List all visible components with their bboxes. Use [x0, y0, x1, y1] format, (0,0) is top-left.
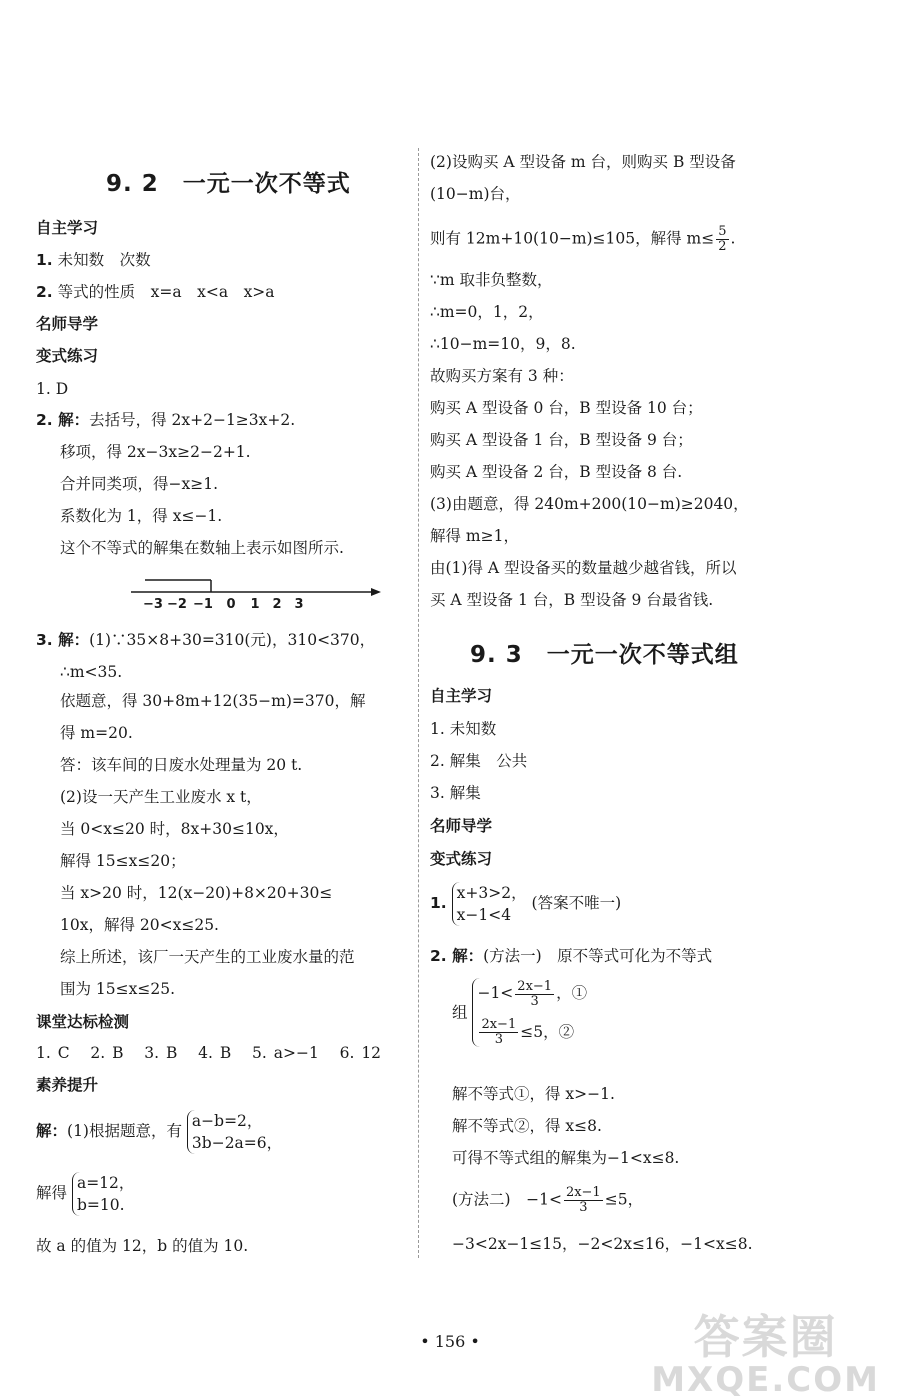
heading-ketang-dabiao: 课堂达标检测 — [36, 1013, 130, 1031]
denominator: 2 — [718, 239, 727, 254]
fraction — [515, 980, 554, 1009]
item-number: 3. 解： — [36, 631, 90, 649]
denominator: 3 — [494, 1032, 503, 1047]
solution-line: −3<2x−1≤15，−2<2x≤16，−1<x≤8. — [452, 1235, 753, 1253]
solution-line: 购买 A 型设备 2 台，B 型设备 8 台. — [430, 463, 683, 481]
item-number: 1. — [36, 251, 53, 269]
zu-label: 组 — [452, 1003, 468, 1022]
tick-label: 0 — [226, 597, 236, 612]
heading-mingshi-daoxue: 名师导学 — [36, 315, 99, 333]
solution-line: ∴m=0，1，2， — [430, 303, 544, 321]
solution-line: 买 A 型设备 1 台，B 型设备 9 台最省钱. — [430, 591, 714, 609]
ketang-answer: 4. B — [198, 1044, 232, 1062]
watermark-text: 答案圈 — [693, 1310, 838, 1364]
text: (方法二) −1< — [452, 1190, 562, 1209]
section-title-9-2: 9. 2 一元一次不等式 — [106, 171, 351, 197]
numerator: 2x−1 — [481, 1017, 517, 1032]
solution-line: 解得 m≥1， — [430, 527, 519, 545]
solution-line: 可得不等式组的解集为−1<x≤8. — [452, 1149, 680, 1167]
heading-zizhu-xuexi: 自主学习 — [36, 219, 99, 237]
ketang-answer: 3. B — [144, 1044, 178, 1062]
solution-label: 解： — [36, 1122, 68, 1140]
inequality-system — [452, 882, 527, 926]
page-number: • 156 • — [420, 1332, 480, 1351]
heading-mingshi-daoxue: 名师导学 — [430, 817, 493, 835]
exercise-1-answer: 1. D — [36, 380, 69, 398]
solution-line: ∵m 取非负整数， — [430, 271, 553, 289]
inequality: x+3>2， — [456, 884, 527, 902]
section-title-9-3: 9. 3 一元一次不等式组 — [470, 642, 739, 668]
ketang-answer: 2. B — [90, 1044, 124, 1062]
exercise-2-step: 这个不等式的解集在数轴上表示如图所示. — [60, 539, 344, 557]
numerator: 5 — [718, 224, 727, 239]
answer-text: (1)根据题意，有 — [67, 1122, 182, 1140]
fraction — [716, 225, 728, 254]
fraction — [564, 1186, 603, 1215]
ketang-answers — [36, 1043, 381, 1063]
exercise-3-step: 解得 15≤x≤20； — [60, 852, 186, 870]
denominator: 3 — [530, 993, 539, 1009]
exercise-3-step: 当 x>20 时，12(x−20)+8×20+30≤ — [60, 884, 333, 902]
equation: a−b=2， — [191, 1112, 263, 1130]
ketang-answer: 5. a>−1 — [252, 1044, 319, 1062]
ketang-answer: 1. C — [36, 1044, 70, 1062]
exercise-2-line — [430, 946, 712, 966]
tick-label: −2 — [167, 597, 187, 612]
heading-bianshi-lianxi: 变式练习 — [430, 850, 493, 868]
tick-label: 1 — [250, 597, 260, 612]
fraction — [479, 1018, 518, 1047]
heading-bianshi-lianxi: 变式练习 — [36, 347, 99, 365]
exercise-3-step: 围为 15≤x≤25. — [60, 980, 176, 998]
solution-line: 由(1)得 A 型设备买的数量越少越省钱，所以 — [430, 559, 737, 577]
answer-item-1 — [36, 250, 151, 270]
tick-label: 3 — [294, 597, 304, 612]
item-number: 2. 解： — [430, 947, 484, 965]
exercise-3-step: 综上所述，该厂一天产生的工业废水量的范 — [60, 948, 355, 966]
item-number: 2. 解： — [36, 411, 90, 429]
inequality-2 — [477, 1017, 587, 1048]
exercise-2-step: 合并同类项，得−x≥1. — [60, 475, 219, 493]
solution-line: 故购买方案有 3 种： — [430, 367, 574, 385]
equation: a=12， — [76, 1174, 135, 1192]
solution-line: (10−m)台， — [430, 185, 521, 203]
tick-label: 2 — [272, 597, 282, 612]
exercise-3-step: 得 m=20. — [60, 724, 133, 742]
exercise-2-step: 系数化为 1，得 x≤−1. — [60, 507, 223, 525]
equation: 3b−2a=6， — [191, 1134, 283, 1152]
text: ≤5， — [604, 1190, 644, 1209]
answer-text: 未知数 次数 — [57, 251, 151, 269]
solution-line: 购买 A 型设备 0 台，B 型设备 10 台； — [430, 399, 703, 417]
inequality: x−1<4 — [456, 906, 512, 924]
answer-item: 3. 解集 — [430, 784, 481, 802]
answer-text: 解得 — [36, 1184, 68, 1202]
number-line-diagram — [131, 574, 381, 614]
inequality-system — [472, 978, 587, 1047]
answer-item-2 — [36, 282, 275, 302]
numerator: 2x−1 — [517, 978, 553, 994]
note: (答案不唯一) — [531, 894, 622, 912]
exercise-3-step: 当 0<x≤20 时，8x+30≤10x， — [60, 820, 289, 838]
answer-text: 则有 12m+10(10−m)≤105，解得 m≤ — [430, 229, 715, 248]
column-divider — [418, 148, 419, 1258]
exercise-3-step: ∴m<35. — [60, 663, 123, 681]
solution-line: (2)设购买 A 型设备 m 台，则购买 B 型设备 — [430, 153, 736, 171]
solution-line: 购买 A 型设备 1 台，B 型设备 9 台； — [430, 431, 693, 449]
answer-item: 1. 未知数 — [430, 720, 497, 738]
suyang-conclusion: 故 a 的值为 12，b 的值为 10. — [36, 1237, 249, 1255]
text: −1< — [477, 984, 514, 1002]
solution-line: 解不等式①，得 x>−1. — [452, 1085, 615, 1103]
item-number: 2. — [36, 283, 53, 301]
ketang-answer: 6. 12 — [339, 1044, 382, 1062]
suyang-part-1 — [36, 1110, 282, 1154]
text: ≤5，② — [520, 1022, 575, 1041]
exercise-3-line — [36, 630, 375, 650]
exercise-2-step: 移项，得 2x−3x≥2−2+1. — [60, 443, 251, 461]
answer-text: 去括号，得 2x+2−1≥3x+2. — [89, 411, 296, 429]
denominator: 3 — [579, 1200, 588, 1215]
solution-line: 解不等式②，得 x≤8. — [452, 1117, 602, 1135]
item-number: 1. — [430, 894, 447, 912]
heading-zizhu-xuexi: 自主学习 — [430, 687, 493, 705]
tick-label: −3 — [143, 597, 163, 612]
solution-line: ∴10−m=10，9，8. — [430, 335, 576, 353]
text: ，① — [556, 984, 588, 1002]
answer-text: (方法一) 原不等式可化为不等式 — [483, 947, 713, 965]
method-two-line — [452, 1186, 643, 1215]
solution-line-with-fraction: 则有 12m+10(10−m)≤105，解得 m≤ $\frac{5}{2}$ . — [430, 224, 736, 254]
exercise-3-step: 10x，解得 20<x≤25. — [60, 916, 219, 934]
answer-item: 2. 解集 公共 — [430, 752, 528, 770]
equation-system — [72, 1172, 134, 1216]
inequality-system-block — [452, 978, 587, 1047]
exercise-3-step: (2)设一天产生工业废水 x t， — [60, 788, 262, 806]
answer-text: (1)∵35×8+30=310(元)，310<370， — [89, 631, 376, 649]
number-line-arrow — [371, 588, 381, 596]
answer-text: 等式的性质 x=a x<a x>a — [57, 283, 275, 301]
exercise-3-step: 依题意，得 30+8m+12(35−m)=370，解 — [60, 692, 366, 710]
equation: b=10. — [76, 1196, 125, 1214]
equation-system — [187, 1110, 282, 1154]
numerator: 2x−1 — [565, 1185, 601, 1200]
watermark-url: MXQE.COM — [651, 1360, 880, 1400]
solution-line: (3)由题意，得 240m+200(10−m)≥2040， — [430, 495, 749, 513]
suyang-part-2 — [36, 1172, 134, 1216]
tick-label: −1 — [193, 597, 213, 612]
exercise-2-line — [36, 410, 295, 430]
heading-suyang-tisheng: 素养提升 — [36, 1076, 99, 1094]
watermark-logo — [651, 1312, 880, 1398]
exercise-1-system — [430, 882, 621, 926]
exercise-3-step: 答：该车间的日废水处理量为 20 t. — [60, 756, 303, 774]
inequality-1 — [477, 978, 587, 1009]
